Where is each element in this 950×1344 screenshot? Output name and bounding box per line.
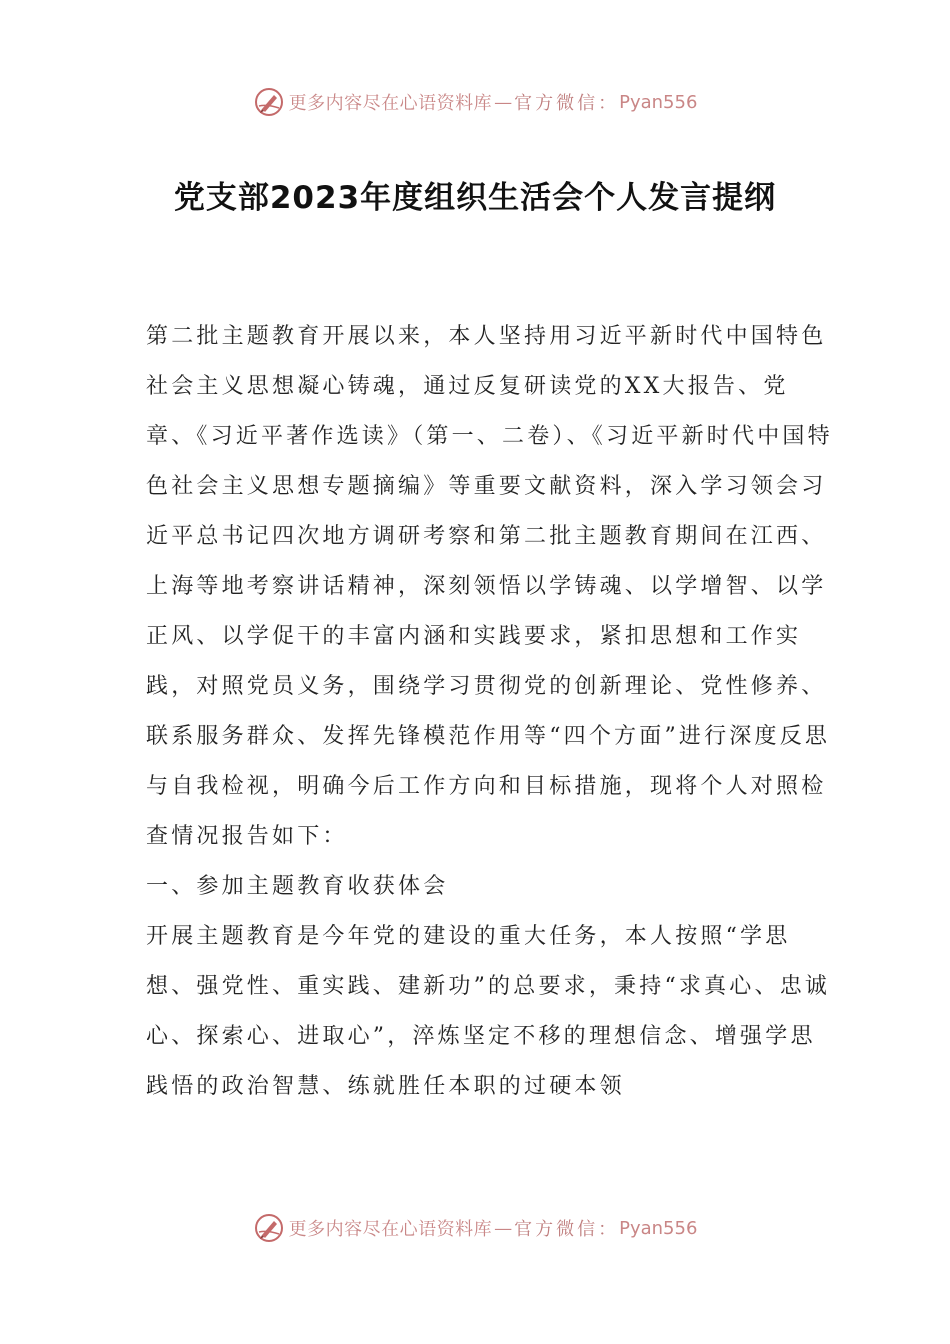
banner-dash: — [494, 91, 513, 113]
banner-official-label: 官方微信： [514, 1219, 620, 1240]
intro-paragraph: 第二批主题教育开展以来，本人坚持用习近平新时代中国特色社会主义思想凝心铸魂，通过反复研读党的XX大报告、党章、《习近平著作选读》（第一、二卷）、《习近平新时代中国特色社会主义思想专题摘编》等重要文献资料，深入学习领会习近平总书记四次地方调研考察和第二批主题教育期间在江西、上海等地考察讲话精神，深刻领悟以学铸魂、以学增智、以学正风、以学促干的丰富内涵和实践要求，紧扣思想和工作实践，对照党员义务，围绕学习贯彻党的创新理论、党性修养、联系服务群众、发挥先锋模范作用等“四个方面”进行深度反思与自我检视，明确今后工作方向和目标措施，现将个人对照检查情况报告如下： [146, 324, 833, 849]
banner-wechat-id: Pyan556 [619, 91, 698, 113]
section-paragraph: 开展主题教育是今年党的建设的重大任务，本人按照“学思想、强党性、重实践、建新功”的总要求，秉持“求真心、忠诚心、探索心、进取心”，淬炼坚定不移的理想信念、增强学思践悟的政治智慧、练就胜任本职的过硬本领 [146, 924, 831, 1099]
banner-dash: — [494, 1217, 513, 1239]
banner-brand-text: 更多内容尽在心语资料库 [288, 1219, 493, 1240]
document-body [146, 312, 836, 1112]
footer-watermark-banner [0, 1208, 950, 1248]
banner-brand-text: 更多内容尽在心语资料库 [288, 93, 493, 114]
document-title: 党支部2023年度组织生活会个人发言提纲 [173, 180, 777, 216]
header-watermark-banner [0, 82, 950, 122]
banner-wechat-id: Pyan556 [619, 1217, 698, 1239]
section-heading: 一、参加主题教育收获体会 [146, 874, 449, 899]
pen-logo-icon [253, 86, 285, 118]
pen-logo-icon [253, 1212, 285, 1244]
banner-official-label: 官方微信： [514, 93, 620, 114]
